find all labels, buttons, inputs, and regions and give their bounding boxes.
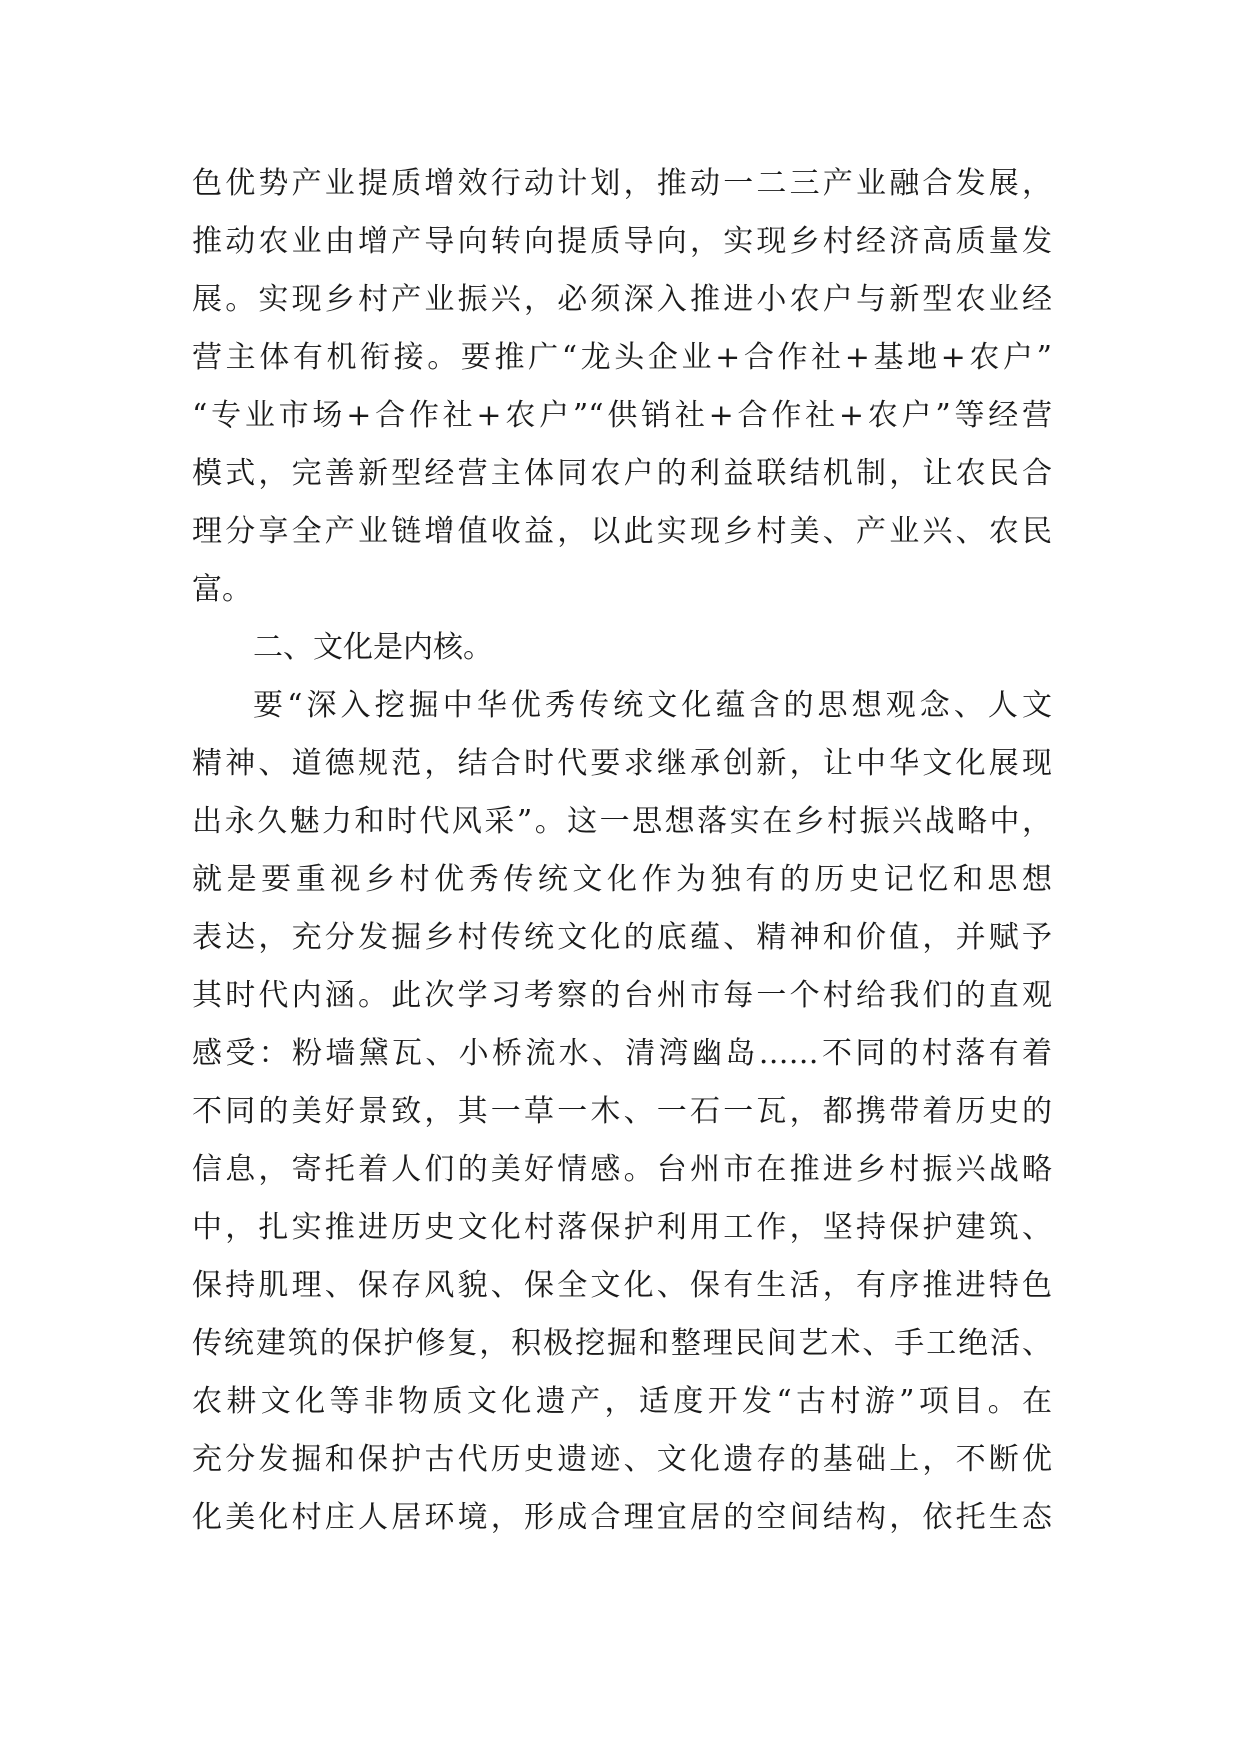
text-line: 不同的美好景致，其一草一木、一石一瓦，都携带着历史的 [192,1094,1052,1129]
paragraph-first-line: 要“深入挖掘中华优秀传统文化蕴含的思想观念、人文 [253,688,1052,723]
text-line: 精神、道德规范，结合时代要求继承创新，让中华文化展现 [192,746,1052,781]
text-line: 中，扎实推进历史文化村落保护利用工作，坚持保护建筑、 [192,1210,1052,1245]
paragraph-end-line: 富。 [192,572,252,607]
text-line: 色优势产业提质增效行动计划，推动一二三产业融合发展， [192,166,1052,201]
text-line: 其时代内涵。此次学习考察的台州市每一个村给我们的直观 [192,978,1052,1013]
text-line: 表达，充分发掘乡村传统文化的底蕴、精神和价值，并赋予 [192,920,1052,955]
text-line: “专业市场+合作社+农户”“供销社+合作社+农户”等经营 [192,398,1052,433]
text-line: 模式，完善新型经营主体同农户的利益联结机制，让农民合 [192,456,1052,491]
document-body [192,155,1052,1547]
text-line: 理分享全产业链增值收益，以此实现乡村美、产业兴、农民 [192,514,1052,549]
section-heading: 二、文化是内核。 [253,630,493,665]
text-line: 传统建筑的保护修复，积极挖掘和整理民间艺术、手工绝活、 [192,1326,1052,1361]
text-line: 展。实现乡村产业振兴，必须深入推进小农户与新型农业经 [192,282,1052,317]
text-line: 出永久魅力和时代风采”。这一思想落实在乡村振兴战略中， [192,804,1052,839]
text-line: 农耕文化等非物质文化遗产，适度开发“古村游”项目。在 [192,1384,1052,1419]
text-line: 信息，寄托着人们的美好情感。台州市在推进乡村振兴战略 [192,1152,1052,1187]
text-line: 推动农业由增产导向转向提质导向，实现乡村经济高质量发 [192,224,1052,259]
text-line: 就是要重视乡村优秀传统文化作为独有的历史记忆和思想 [192,862,1052,897]
text-line: 感受：粉墙黛瓦、小桥流水、清湾幽岛……不同的村落有着 [192,1036,1052,1071]
text-line: 保持肌理、保存风貌、保全文化、保有生活，有序推进特色 [192,1268,1052,1303]
text-line: 充分发掘和保护古代历史遗迹、文化遗存的基础上，不断优 [192,1442,1052,1477]
text-line: 化美化村庄人居环境，形成合理宜居的空间结构，依托生态 [192,1500,1052,1535]
text-line: 营主体有机衔接。要推广“龙头企业+合作社+基地+农户” [192,340,1052,375]
